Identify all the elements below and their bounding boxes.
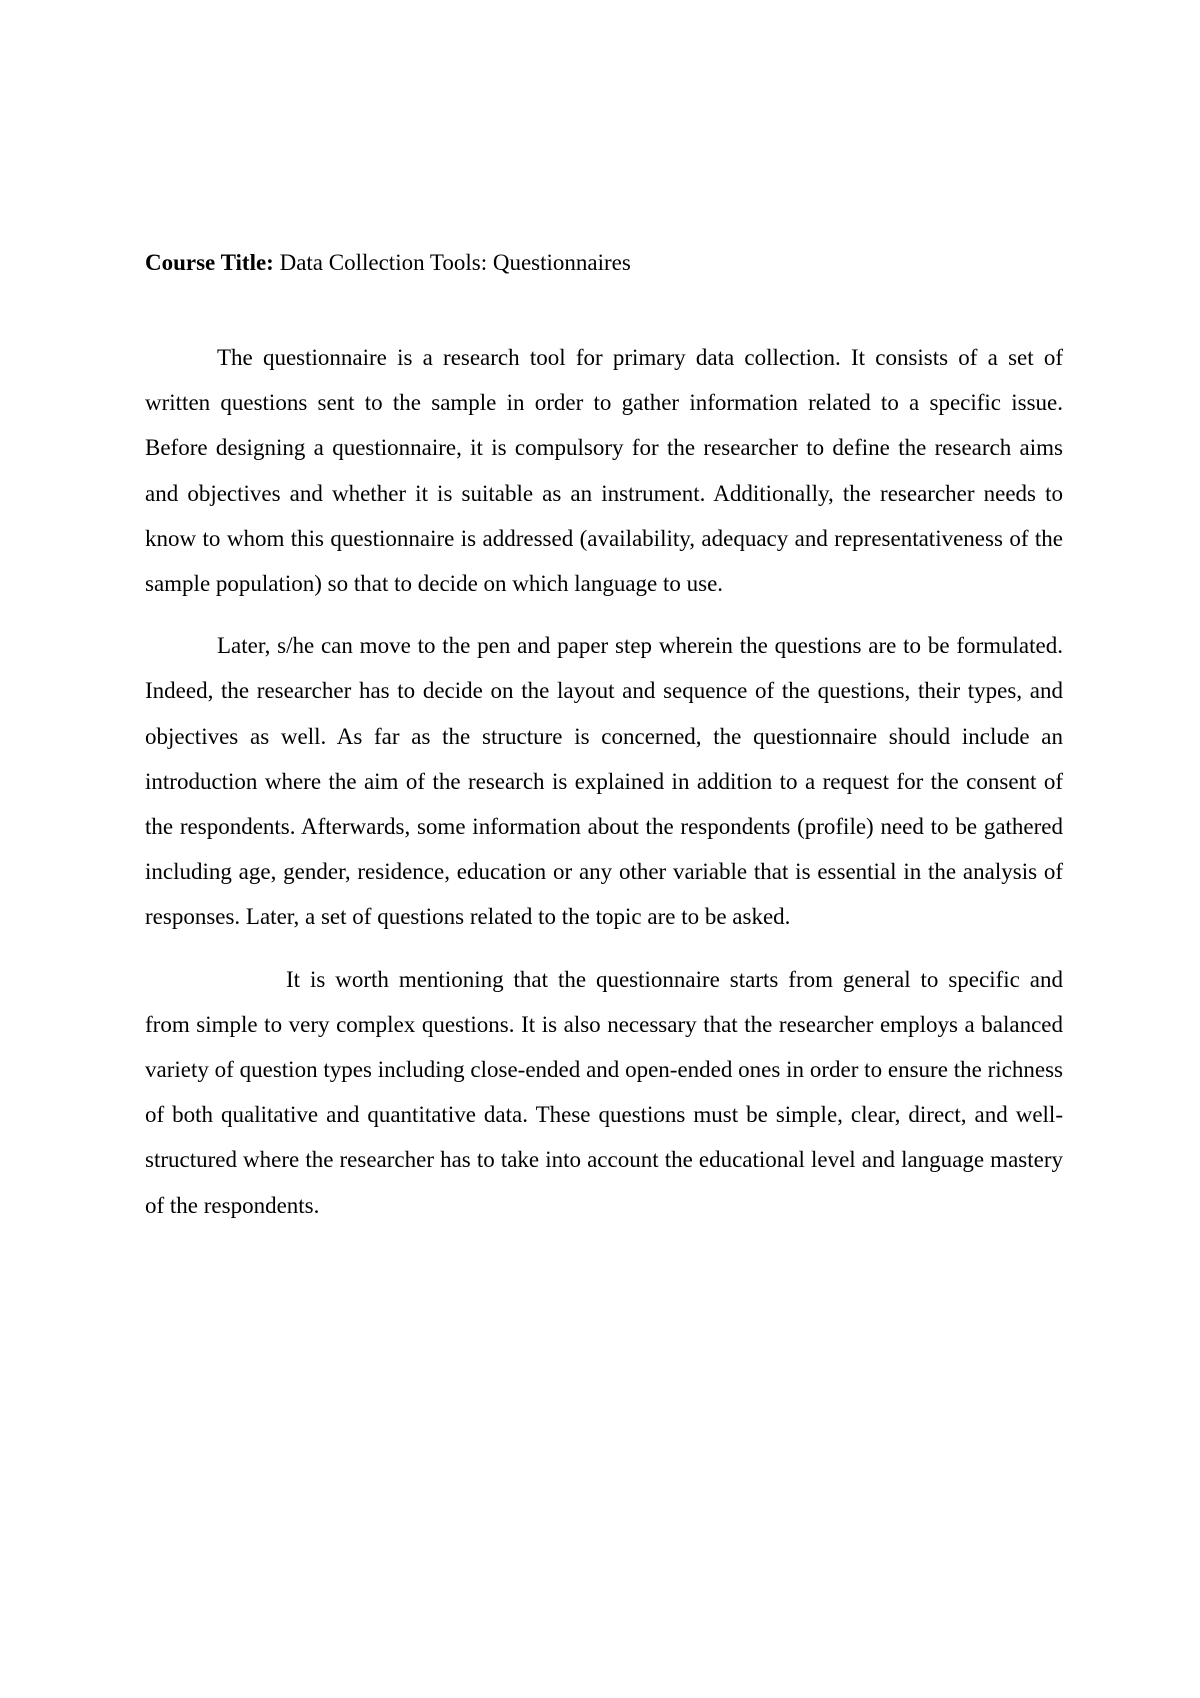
- paragraph-1: The questionnaire is a research tool for primary data collection. It consists of a set of written questions sent to the sample in order to gather information related to a specific issue. Before designing a questionnaire, it is compulsory for the researcher to define the research aims and objectives and whether it is suitable as an instrument. Additionally, the researcher needs to know to whom this questionnaire is addressed (availability, adequacy and representativeness of the sample population) so that to decide on which language to use.: [145, 345, 1063, 597]
- course-title-value: Data Collection Tools: Questionnaires: [279, 250, 631, 275]
- course-title-label: Course Title:: [145, 250, 274, 275]
- course-title: [145, 248, 1063, 278]
- document-body: [145, 248, 1063, 1228]
- paragraph-3: It is worth mentioning that the questionnaire starts from general to specific and from simple to very complex questions. It is also necessary that the researcher employs a balanced variety of question types including close-ended and open-ended ones in order to ensure the richness of both qualitative and quantitative data. These questions must be simple, clear, direct, and well-structured where the researcher has to take into account the educational level and language mastery of the respondents.: [145, 966, 1063, 1218]
- paragraph-2: Later, s/he can move to the pen and paper step wherein the questions are to be formulated. Indeed, the researcher has to decide on the layout and sequence of the questions, their types, and objectives as well. As far as the structure is concerned, the questionnaire should include an introduction where the aim of the research is explained in addition to a request for the consent of the respondents. Afterwards, some information about the respondents (profile) need to be gathered including age, gender, residence, education or any other variable that is essential in the analysis of responses. Later, a set of questions related to the topic are to be asked.: [145, 633, 1063, 930]
